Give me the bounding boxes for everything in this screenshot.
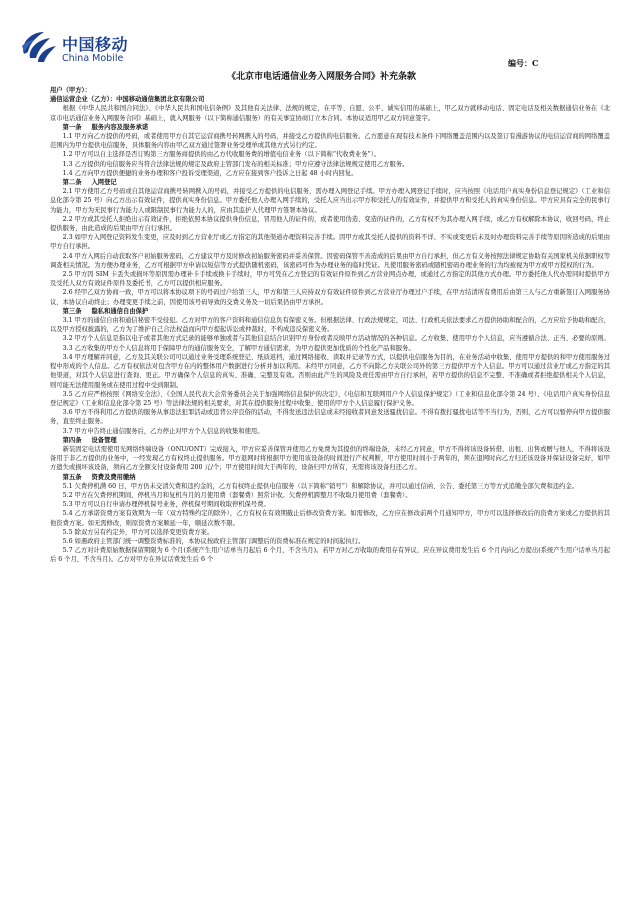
clause-paragraph: 3.5 乙方应严格按照《网络安全法》、《全国人民代表大会常务委员会关于加强网络信息保护的决定》、《电信和互联网用户个人信息保护规定》（工业和信息化部令第 24 号）、《电话用户真实身份信息登记规定》（工业和信息化部令第 25 号）等法律法规的相关要求，对其在提供服务过程中收集、使用的甲方个人信息履行保护义务。 <box>50 390 610 407</box>
section-title: 资费及费用缴纳 <box>91 473 136 481</box>
section-heading <box>50 178 610 187</box>
clause-paragraph: 2.2 甲方或其受托人拒绝出示有效证件，拒绝依照本协议提供身份信息，冒用他人的证件的，或者使用伪造、变造的证件的，乙方有权不为其办理入网手续，或乙方有权解除本协议，收回号码，终止提供服务，由此造成的后果由甲方自行承担。 <box>50 215 610 233</box>
clause-paragraph: 3.3 乙方收集的甲方个人信息将用于保障甲方的通信服务安全，了解甲方通信需求，为甲方提供更加优质的个性化产品和服务。 <box>62 344 415 352</box>
section-title: 服务内容及服务承诺 <box>91 123 149 131</box>
clause-paragraph: 2.6 经甲乙双方协商一致，甲方可以将本协议项下的号码过户给第三人，甲方和第三人应持双方有效证件原件到乙方营业厅办理过户手续，在甲方结清所有费用后由第三人与乙方重新签订入网服务协议，本协议自动终止；办理变更手续之前，因使用该号码导致的交费义务及一切后果仍由甲方承担。 <box>50 289 610 306</box>
clause-paragraph: 5.1 欠费停机满 60 日，甲方仍未交清欠费和违约金的，乙方有权终止提供电信服务（以下简称“销号”）和解除协议，并可以通过信函、公告、委托第三方等方式追缴全部欠费和违约金。 <box>62 482 578 490</box>
clause-paragraph: 1.4 乙方向甲方提供便捷的业务办理和客户投诉受理渠道，乙方应在接到客户投诉之日起 48 小时内回复。 <box>62 169 358 177</box>
clause-paragraph: 5.7 乙方对计费原始数据保留期限为 6 个月(系统产生用户话单当月起后 6 个月，不含当月)。若甲方对乙方收取的费用存有异议，应在异议费用发生后 6 个月内向乙方提出(系统产生用户话单当月起后 6 个月，不含当月)。乙方对甲方在异议话费发生后 6 个 <box>50 547 610 564</box>
clause-paragraph: 3.2 甲方个人信息是指以电子或者其他方式记录的能够单独或者与其他信息结合识别甲方身份或者反映甲方活动情况的各种信息。乙方收集、使用甲方个人信息，应当遵循合法、正当、必要的原则。 <box>62 335 610 343</box>
clause-paragraph: 2.5 甲方因 SIM 卡丢失或损坏等原因需办理补卡手续或换卡手续时，甲方可凭在乙方登记的有效证件原件到乙方营业网点办理，或通过乙方指定的其他方式办理。甲方委托他人代办需同时提供甲方及受托人双方有效证件原件及委托书，乙方可以提供相应服务。 <box>50 271 610 288</box>
clause-paragraph: 3.7 甲方申告终止通信服务后，乙方停止对甲方个人信息的收集和使用。 <box>62 427 264 435</box>
section-number: 第四条 <box>62 436 82 444</box>
clause-paragraph: 1.3 乙方提供的电信服务应当符合法律法规的规定及政府主管部门发布的相关标准；甲方应遵守法律法规规定使用乙方服务。 <box>62 160 409 168</box>
section-number: 第五条 <box>62 473 82 481</box>
document-number: 编号：C <box>508 58 539 68</box>
clause-paragraph: 3.1 甲方的通信自由和通信秘密不受侵犯。乙方对甲方的客户资料和通信信息负有保密义务。但根据法律、行政法规规定，司法、行政机关依法要求乙方提供协助和配合的，乙方应给予协助和配合，以及甲方授权披露的，乙方为了维护自己合法权益而向甲方提起诉讼或仲裁时，不构成违反保密义务。 <box>50 317 610 334</box>
document-title: 《北京市电话通信业务入网服务合同》补充条款 <box>226 72 416 82</box>
clause-paragraph: 5.6 如遇政府主管部门统一调整资费标准的，本协议按政府主管部门调整后的资费标准在规定的时间起执行。 <box>62 537 365 545</box>
china-mobile-swirl-icon <box>16 24 60 68</box>
clause-paragraph: 1.1 甲方向乙方提供的号码，或者使用甲方自其它运营商携号转网携入的号码，并接受乙方提供的电信服务。乙方愿意在现有技术条件下网络覆盖范围内以及签订有漫游协议的电信运营商的网络覆盖范围内为甲方提供电信服务，具体服务内容由甲乙双方通过签署业务受理单或其他方式另行约定。 <box>50 133 610 150</box>
section-number: 第二条 <box>62 179 82 187</box>
clause-paragraph: 2.4 甲方入网后自动获取客户初始服务密码，乙方建议甲方及时修改初始服务密码并妥善保管。因密码保管不善造成的后果由甲方自行承担，但乙方有义务按照法律规定协助有关国家机关依据职权等调查相关情况。为方便办理业务，乙方可根据甲方申请以短信等方式提供随机密码，该密码可作为办理业务的临时凭证。凡使用服务密码或随机密码办理业务的行为均被视为甲方或甲方授权的行为。 <box>50 252 610 269</box>
logo-text-chinese: 中国移动 <box>62 35 129 54</box>
clause-paragraph: 3.6 甲方不得利用乙方提供的服务从事违法犯罪活动或违背公序良俗的活动，不得发送违法信息或未经接收者同意发送骚扰信息。不得有拨打骚扰电话等不当行为，否则，乙方可以暂停向甲方提供服务，直至终止服务。 <box>50 409 610 426</box>
section-title: 入网登记 <box>91 179 117 187</box>
clause-paragraph: 5.4 乙方承诺资费方案有效期为一年（双方特殊约定的除外），乙方有权在有效期截止后修改资费方案。如需修改，乙方应在修改前两个月通知甲方，甲方可以选择修改后的资费方案或乙方提供的其他资费方案。如无需修改，则原资费方案顺延一年，顺延次数不限。 <box>50 510 610 527</box>
clause-paragraph: 5.3 甲方可以自行申请办理停机保号业务，停机保号期间收取停机保号费。 <box>62 501 270 509</box>
clause-paragraph: 1.2 甲方可以自主选择是否订购第三方服务商提供的由乙方代收服务费的增值电信业务（以下简称“代收费业务”）。 <box>62 151 381 159</box>
clause-paragraph: 2.3 如甲方入网登记资料发生变更，应及时到乙方营业厅或乙方指定的其他渠道办理资料完善手续。因甲方或其受托人提供的资料不详、不实或变更后未及时办理资料完善手续等原因所造成的后果由甲方自行承担。 <box>50 234 610 251</box>
section-heading <box>50 436 610 445</box>
section-heading <box>50 307 610 316</box>
section-heading <box>50 123 610 132</box>
party-telecom: 通信运营企业（乙方）：中国移动通信集团北京有限公司 <box>50 96 205 104</box>
logo-text-english: China Mobile <box>62 53 124 64</box>
section-number: 第三条 <box>62 307 82 315</box>
china-mobile-logo <box>16 24 146 70</box>
section-title: 设备管理 <box>91 436 117 444</box>
clause-paragraph: 新装固定电话需使用光网络终端设备（ONU/ONT）完成接入，甲方应妥善保管并使用乙方免费为其提供的终端设备，未经乙方同意，甲方不得将该设备转借、出租、出售或赠与他人，不得将该设备用于非乙方提供的业务中，一经发现乙方有权终止提供服务。甲方退网时将根据甲方使用该设备的时间进行产权判断，甲方使用时间小于两年的，须在退网时向乙方归还该设备并保证设备完好，如甲方遗失或损坏该设备，须向乙方全额支付设备费用 200 元/个；甲方使用时间大于两年的，设备归甲方所有，无需将该设备归还乙方。 <box>50 445 610 472</box>
clause-paragraph: 3.4 甲方理解并同意，乙方及其关联公司可以通过业务受理系统登记、纸质返档，通过网络接收、读取并记录等方式，以提供电信服务为目的，在业务活动中收集、使用甲方提供的和甲方使用服务过程中形成的个人信息。乙方有权依法对包含甲方在内的整体用户数据进行分析并加以利用。未经甲方同意，乙方不向除乙方关联公司外的第三方提供甲方个人信息。甲方可以通过营业厅或乙方指定的其他渠道，对其个人信息进行查询、更正。甲方确保个人信息的真实、准确、完整及有效。否则由此产生的风险及责任需由甲方自行承担，若甲方提供的信息不完整、不准确或者拒绝提供相关个人信息，则可能无法使用服务或在使用过程中受到限制。 <box>50 353 610 389</box>
intro-paragraph: 根据《中华人民共和国合同法》、《中华人民共和国电信条例》及其他有关法律、法规的规定，在平等、自愿、公平、诚实信用的基础上，甲乙双方就移动电话、固定电话及相关数据通信业务在《北京市电话通信业务入网服务合同》基础上，就入网服务（以下简称通信服务）的有关事宜协商订立本合同。本协议适用甲乙双方同意签字。 <box>50 105 610 122</box>
section-number: 第一条 <box>62 123 82 131</box>
clause-paragraph: 5.2 甲方在欠费停机期间，停机当月和复机当月的月使用费（套餐费）照常计收。欠费停机跨整月不收取月使用费（套餐费）。 <box>62 491 412 499</box>
clause-paragraph: 2.1 甲方使用乙方号码或自其他运营商携号转网携入的号码，并接受乙方提供的电信服务，需办理入网登记手续。甲方办理入网登记手续时，应当按照《电话用户真实身份信息登记规定》（工业和信息化部令第 25 号）向乙方出示有效证件，提供真实身份信息。甲方委托他人办理入网手续的，受托人应当出示甲方和受托人的有效证件，并提供甲方和受托人的真实身份信息。甲方应具有完全的民事行为能力，甲方为无民事行为能力人或限制民事行为能力人的，应由其监护人代理甲方签署本协议。 <box>50 188 610 214</box>
section-heading <box>50 473 610 482</box>
clause-sections <box>50 123 610 565</box>
party-user: 用户（甲方）： <box>50 87 91 94</box>
clause-paragraph: 5.5 除双方另有约定外，甲方可以选择变更资费方案。 <box>62 528 214 536</box>
section-title: 隐私和通信自由保护 <box>91 307 149 315</box>
document-body <box>50 86 610 565</box>
